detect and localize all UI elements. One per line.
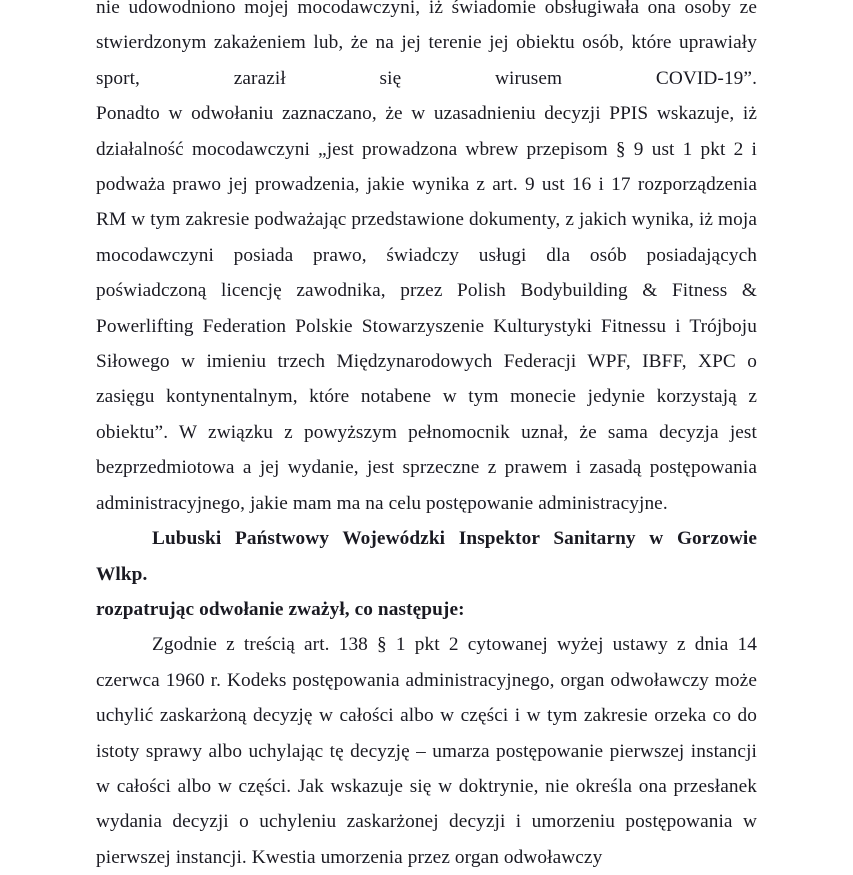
paragraph-legal-basis: Zgodnie z treścią art. 138 § 1 pkt 2 cytowanej wyżej ustawy z dnia 14 czerwca 1960 r. Kodeks postępowania administracyjnego, organ odwoławczy może uchylić zaskarżoną decyzję w całości albo w części i w tym zakresie orzeka co do istoty sprawy albo uchylając tę decyzję – umarza postępowanie pierwszej instancji w całości albo w części. Jak wskazuje się w doktrynie, nie określa ona przesłanek wydania decyzji o uchyleniu zaskarżonej decyzji i umorzeniu postępowania w pierwszej instancji. Kwestia umorzenia przez organ odwoławczy	[96, 634, 757, 868]
paragraph-continued-top: nie udowodniono mojej mocodawczyni, iż świadomie obsługiwała ona osoby ze stwierdzonym zakażeniem lub, że na jej terenie jej obiektu osób, które uprawiały sport, zaraził się wirusem COVID-19”.	[96, 0, 757, 89]
paragraph-authority-heading-line-1: Lubuski Państwowy Wojewódzki Inspektor Sanitarny w Gorzowie Wlkp.	[96, 528, 757, 585]
paragraph-ponadto: Ponadto w odwołaniu zaznaczano, że w uzasadnieniu decyzji PPIS wskazuje, iż działalność mocodawczyni „jest prowadzona wbrew przepisom § 9 ust 1 pkt 2 i podważa prawo jej prowadzenia, jakie wynika z art. 9 ust 16 i 17 rozporządzenia RM w tym zakresie podważając przedstawione dokumenty, z jakich wynika, iż moja mocodawczyni posiada prawo, świadczy usługi dla osób posiadających poświadczoną licencję zawodnika, przez Polish Bodybuilding & Fitness & Powerlifting Federation Polskie Stowarzyszenie Kulturystyki Fitnessu i Trójboju Siłowego w imieniu trzech Międzynarodowych Federacji WPF, IBFF, XPC o zasięgu kontynentalnym, które notabene w tym monecie jedynie korzystają z obiektu”. W związku z powyższym pełnomocnik uznał, że sama decyzja jest bezprzedmiotowa a jej wydanie, jest sprzeczne z prawem i zasadą postępowania administracyjnego, jakie mam ma na celu postępowanie administracyjne.	[96, 103, 757, 514]
document-body	[96, 0, 757, 875]
paragraph-authority-heading-line-2: rozpatrując odwołanie zważył, co następuje:	[96, 598, 465, 620]
